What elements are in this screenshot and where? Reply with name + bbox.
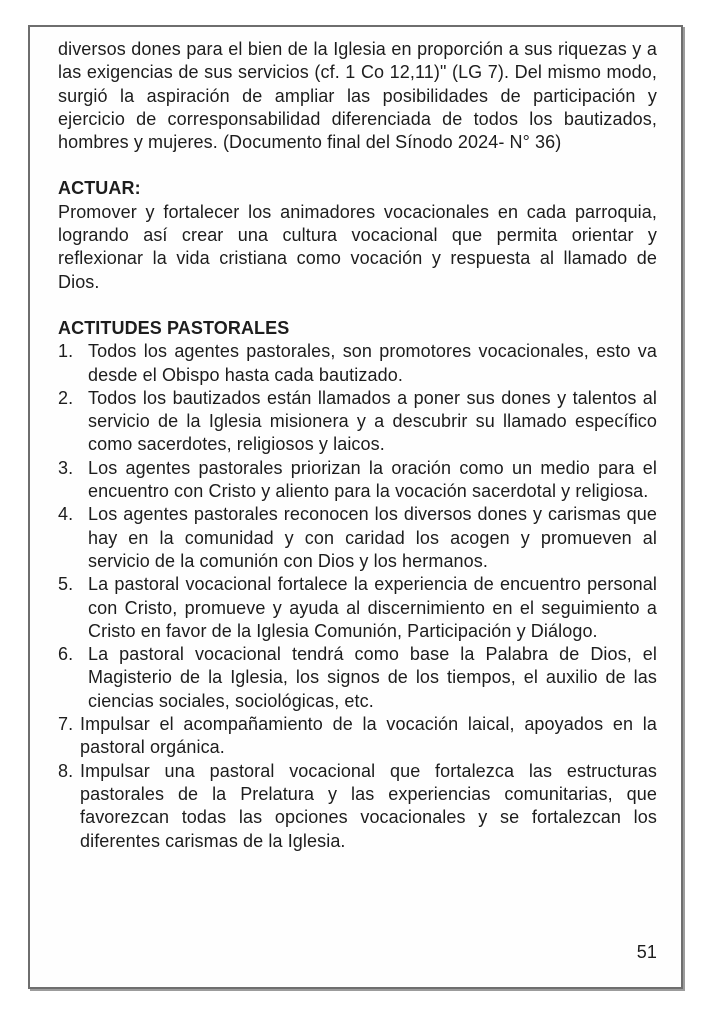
list-item-text: Impulsar el acompañamiento de la vocación laical, apoyados en la pastoral orgánica. <box>80 714 657 758</box>
list-item <box>58 573 657 643</box>
list-item-number: 1. <box>58 341 74 362</box>
list-item-text: Todos los agentes pastorales, son promotores vocacionales, esto va desde el Obispo hasta cada bautizado. <box>88 341 657 385</box>
list-item <box>58 387 657 457</box>
list-item <box>58 457 657 504</box>
list-item-text: Los agentes pastorales priorizan la oración como un medio para el encuentro con Cristo y aliento para la vocación sacerdotal y religiosa. <box>88 457 657 502</box>
actitudes-list <box>58 340 657 853</box>
list-item <box>58 643 657 713</box>
list-item-number: 2. <box>58 387 74 408</box>
list-item-text: Todos los bautizados están llamados a poner sus dones y talentos al servicio de la Iglesia misionera y a descubrir su llamado específico como sacerdotes, religiosos y laicos. <box>88 387 657 455</box>
list-item-text: Los agentes pastorales reconocen los diversos dones y carismas que hay en la comunidad y con caridad los acogen y promueven al servicio de la comunión con Dios y los hermanos. <box>88 504 657 571</box>
list-item <box>58 340 657 387</box>
list-item-number: 6. <box>58 644 74 665</box>
list-item-text: La pastoral vocacional fortalece la experiencia de encuentro personal con Cristo, promueve y ayuda al discernimiento en el seguimiento a Cristo en favor de la Iglesia Comunión, Participación y Diálogo. <box>88 574 657 641</box>
intro-paragraph: diversos dones para el bien de la Iglesia en proporción a sus riquezas y a las exigencias de sus servicios (cf. 1 Co 12,11)" (LG 7). Del mismo modo, surgió la aspiración de ampliar las posibilidades de participación y ejercicio de corresponsabilidad diferenciada de todos los bautizados, hombres y mujeres. (Documento final del Sínodo 2024- N° 36) <box>58 39 657 153</box>
list-item <box>58 713 657 760</box>
list-item <box>58 760 657 853</box>
list-item-text: Impulsar una pastoral vocacional que fortalezca las estructuras pastorales de la Prelatura y las experiencias comunitarias, que favorezcan todas las opciones vocacionales y se fortalezcan los diferentes carismas de la Iglesia. <box>80 760 657 851</box>
actuar-paragraph: Promover y fortalecer los animadores vocacionales en cada parroquia, logrando así crear una cultura vocacional que permita orientar y reflexionar la vida cristiana como vocación y respuesta al llamado de Dios. <box>58 201 657 292</box>
list-item-number: 5. <box>58 574 74 595</box>
list-item-number: 3. <box>58 457 74 478</box>
page-border-frame <box>28 25 683 989</box>
list-item-number: 7. <box>58 714 74 735</box>
list-item-number: 8. <box>58 760 74 781</box>
list-item <box>58 503 657 573</box>
list-item-number: 4. <box>58 504 74 525</box>
list-item-text: La pastoral vocacional tendrá como base la Palabra de Dios, el Magisterio de la Iglesia, los signos de los tiempos, el auxilio de las ciencias sociales, sociológicas, etc. <box>88 644 657 711</box>
page-number: 51 <box>636 942 657 962</box>
actuar-heading: ACTUAR: <box>58 178 141 199</box>
actitudes-heading: ACTITUDES PASTORALES <box>58 317 290 338</box>
